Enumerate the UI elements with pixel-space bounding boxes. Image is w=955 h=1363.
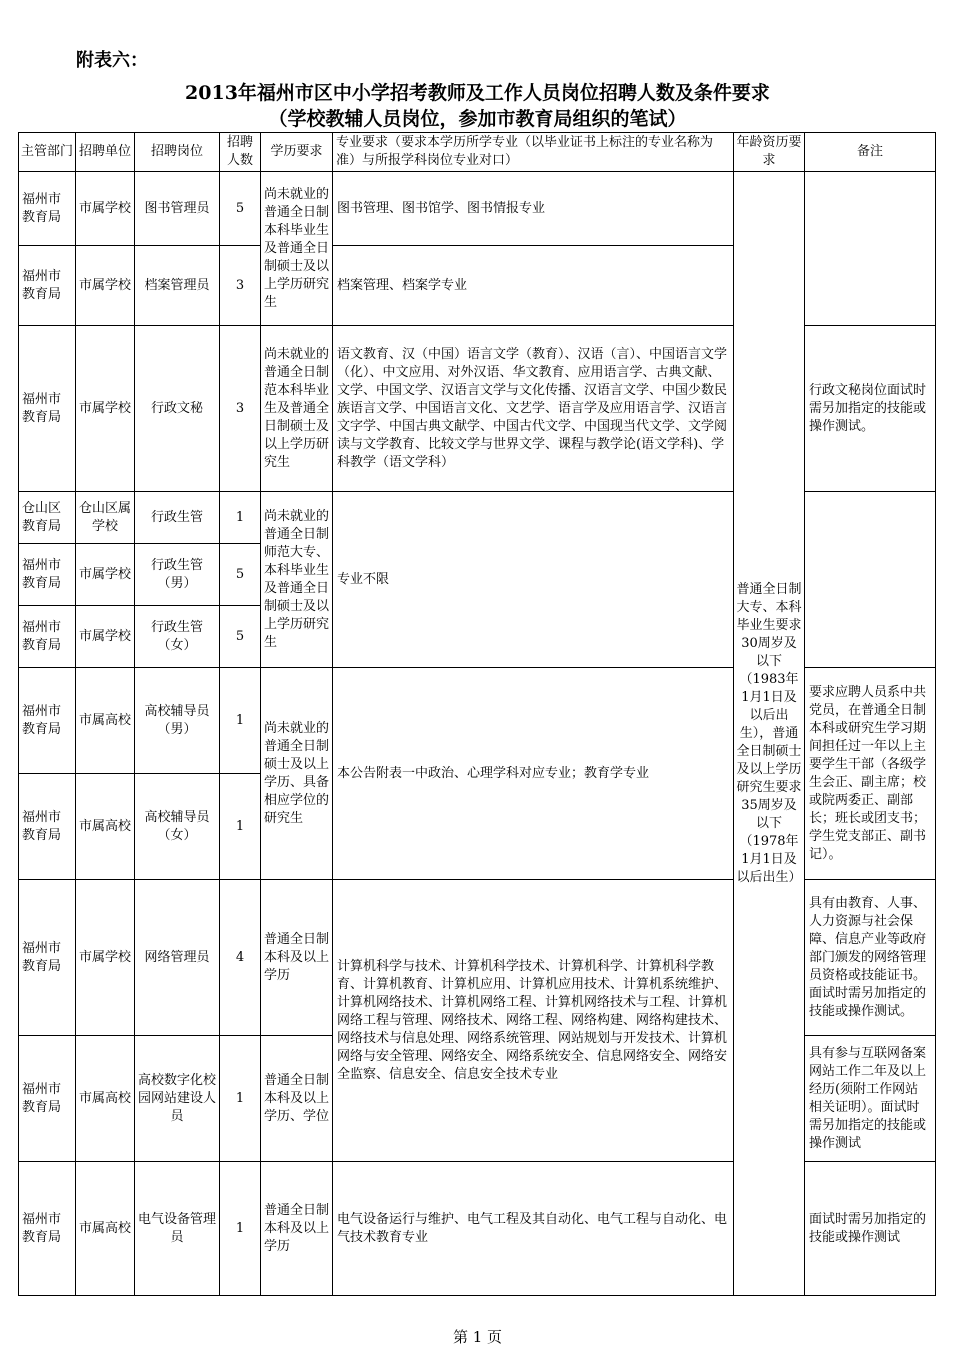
document-subtitle: （学校教辅人员岗位，参加市教育局组织的笔试） — [268, 108, 687, 130]
position-cell: 行政生管（男） — [135, 544, 220, 606]
education-cell: 尚未就业的普通全日制范本科毕业生及普通全日制硕士及以上学历研究生 — [261, 326, 333, 492]
unit-cell: 市属高校 — [76, 668, 135, 774]
unit-cell: 市属学校 — [76, 880, 135, 1036]
count-cell: 5 — [220, 544, 261, 606]
position-cell: 高校数字化校园网站建设人员 — [135, 1036, 220, 1162]
education-cell: 尚未就业的普通全日制硕士及以上学历、具备相应学位的研究生 — [261, 668, 333, 880]
header-count: 招聘人数 — [220, 133, 261, 172]
position-cell: 行政文秘 — [135, 326, 220, 492]
note-cell: 行政文秘岗位面试时需另加指定的技能或操作测试。 — [805, 326, 936, 492]
page-label: 附表六： — [76, 50, 148, 71]
age-requirement-cell: 普通全日制大专、本科毕业生要求30周岁及以下（1983年1月1日及以后出生），普通全日制硕士及以上学历研究生要求35周岁及以下（1978年1月1日及以后出生） — [734, 172, 805, 1296]
dept-cell: 福州市教育局 — [19, 606, 76, 668]
unit-cell: 市属学校 — [76, 326, 135, 492]
table-header-row — [19, 133, 936, 172]
unit-cell: 市属学校 — [76, 606, 135, 668]
dept-cell: 福州市教育局 — [19, 880, 76, 1036]
major-cell: 电气设备运行与维护、电气工程及其自动化、电气工程与自动化、电气技术教育专业 — [333, 1162, 734, 1296]
header-note: 备注 — [805, 133, 936, 172]
count-cell: 3 — [220, 246, 261, 326]
count-cell: 1 — [220, 492, 261, 544]
education-cell: 普通全日制本科及以上学历、学位 — [261, 1036, 333, 1162]
note-cell: 面试时需另加指定的技能或操作测试 — [805, 1162, 936, 1296]
education-cell: 尚未就业的普通全日制师范大专、本科毕业生及普通全日制硕士及以上学历研究生 — [261, 492, 333, 668]
dept-cell: 福州市教育局 — [19, 1162, 76, 1296]
position-cell: 档案管理员 — [135, 246, 220, 326]
count-cell: 1 — [220, 1162, 261, 1296]
unit-cell: 市属高校 — [76, 1162, 135, 1296]
education-cell: 普通全日制本科及以上学历 — [261, 1162, 333, 1296]
unit-cell: 市属学校 — [76, 544, 135, 606]
header-major: 专业要求（要求本学历所学专业（以毕业证书上标注的专业名称为准）与所报学科岗位专业对口） — [333, 133, 734, 172]
dept-cell: 福州市教育局 — [19, 1036, 76, 1162]
page-number: 第 1 页 — [452, 1328, 503, 1346]
unit-cell: 仓山区属学校 — [76, 492, 135, 544]
position-cell: 行政生管 — [135, 492, 220, 544]
unit-cell: 市属高校 — [76, 1036, 135, 1162]
dept-cell: 福州市教育局 — [19, 246, 76, 326]
position-cell: 网络管理员 — [135, 880, 220, 1036]
count-cell: 5 — [220, 172, 261, 246]
position-cell: 高校辅导员（女） — [135, 774, 220, 880]
header-dept: 主管部门 — [19, 133, 76, 172]
table-row — [19, 172, 936, 246]
dept-cell: 福州市教育局 — [19, 172, 76, 246]
count-cell: 5 — [220, 606, 261, 668]
position-cell: 电气设备管理员 — [135, 1162, 220, 1296]
position-cell: 图书管理员 — [135, 172, 220, 246]
header-age: 年龄资历要求 — [734, 133, 805, 172]
header-unit: 招聘单位 — [76, 133, 135, 172]
dept-cell: 福州市教育局 — [19, 668, 76, 774]
note-cell: 具有参与互联网备案网站工作二年及以上经历(须附工作网站相关证明）。面试时需另加指定的技能或操作测试 — [805, 1036, 936, 1162]
document-title: 2013年福州市区中小学招考教师及工作人员岗位招聘人数及条件要求 — [185, 82, 770, 104]
note-cell: 要求应聘人员系中共党员，在普通全日制本科或研究生学习期间担任过一年以上主要学生干部（各级学生会正、副主席；校或院两委正、副部长；班长或团支书；学生党支部正、副书记）。 — [805, 668, 936, 880]
unit-cell: 市属学校 — [76, 172, 135, 246]
note-cell-empty — [805, 492, 936, 668]
count-cell: 3 — [220, 326, 261, 492]
major-cell: 专业不限 — [333, 492, 734, 668]
recruitment-table — [18, 132, 936, 1296]
header-education: 学历要求 — [261, 133, 333, 172]
major-cell: 计算机科学与技术、计算机科学技术、计算机科学、计算机科学教育、计算机教育、计算机应用、计算机应用技术、计算机系统维护、计算机网络技术、计算机网络工程、计算机网络技术与工程、计算机网络工程与管理、网络技术、网络工程、网络构建、网络构建技术、网络技术与信息处理、网络系统管理、网站规划与开发技术、计算机网络与安全管理、网络安全、网络系统安全、信息网络安全、网络安全监察、信息安全、信息安全技术专业 — [333, 880, 734, 1162]
position-cell: 高校辅导员（男） — [135, 668, 220, 774]
dept-cell: 福州市教育局 — [19, 326, 76, 492]
unit-cell: 市属高校 — [76, 774, 135, 880]
dept-cell: 福州市教育局 — [19, 544, 76, 606]
education-cell: 普通全日制本科及以上学历 — [261, 880, 333, 1036]
major-cell: 图书管理、图书馆学、图书情报专业 — [333, 172, 734, 246]
major-cell: 本公告附表一中政治、心理学科对应专业；教育学专业 — [333, 668, 734, 880]
count-cell: 4 — [220, 880, 261, 1036]
major-cell: 语文教育、汉（中国）语言文学（教育）、汉语（言）、中国语言文学（化）、中文应用、对外汉语、华文教育、应用语言学、古典文献、文学、中国文学、汉语言文学与文化传播、汉语言文学、中国少数民族语言文学、中国语言文化、文艺学、语言学及应用语言学、汉语言文字学、中国古典文献学、中国古代文学、中国现当代文学、文学阅读与文学教育、比较文学与世界文学、课程与教学论(语文学科)、学科教学（语文学科） — [333, 326, 734, 492]
header-position: 招聘岗位 — [135, 133, 220, 172]
dept-cell: 仓山区教育局 — [19, 492, 76, 544]
education-cell: 尚未就业的普通全日制本科毕业生及普通全日制硕士及以上学历研究生 — [261, 172, 333, 326]
note-cell-empty — [805, 172, 936, 326]
unit-cell: 市属学校 — [76, 246, 135, 326]
count-cell: 1 — [220, 668, 261, 774]
count-cell: 1 — [220, 774, 261, 880]
count-cell: 1 — [220, 1036, 261, 1162]
note-cell: 具有由教育、人事、人力资源与社会保障、信息产业等政府部门颁发的网络管理员资格或技能证书。面试时需另加指定的技能或操作测试。 — [805, 880, 936, 1036]
major-cell: 档案管理、档案学专业 — [333, 246, 734, 326]
position-cell: 行政生管（女） — [135, 606, 220, 668]
dept-cell: 福州市教育局 — [19, 774, 76, 880]
